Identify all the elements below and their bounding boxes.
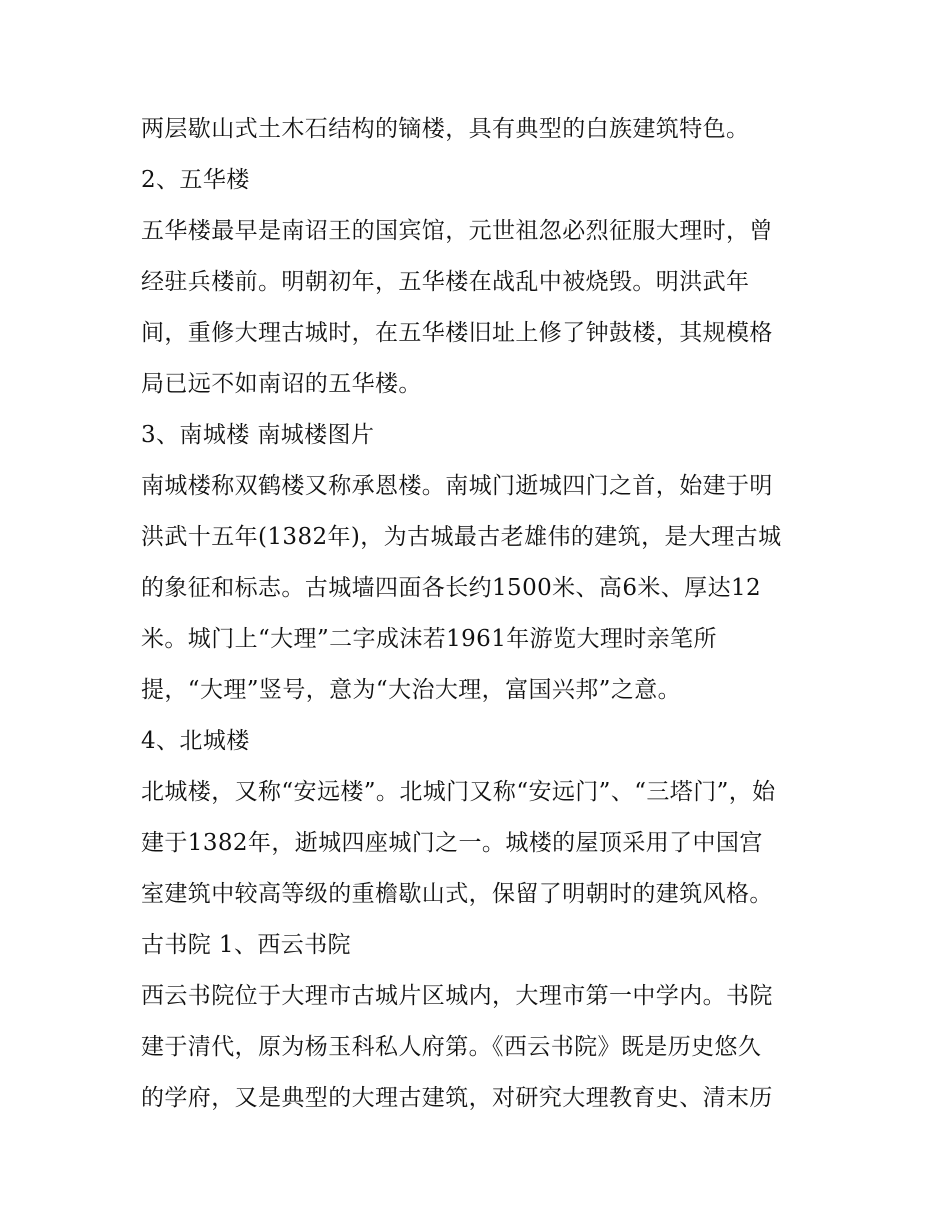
text-line: 的象征和标志。古城墙四面各长约1500米、高6米、厚达12 [141, 575, 762, 601]
text-line: 洪武十五年(1382年)，为古城最古老雄伟的建筑，是大理古城 [141, 524, 782, 550]
text-line: 经驻兵楼前。明朝初年，五华楼在战乱中被烧毁。明洪武年 [141, 269, 750, 295]
text-line: 建于清代，原为杨玉科私人府第。《西云书院》既是历史悠久 [141, 1034, 762, 1060]
text-line: 室建筑中较高等级的重檐歇山式，保留了明朝时的建筑风格。 [141, 881, 773, 907]
text-line: 两层歇山式土木石结构的镝楼，具有典型的白族建筑特色。 [141, 116, 750, 142]
text-line: 米。城门上“大理”二字成沫若1961年游览大理时亲笔所 [141, 626, 717, 652]
text-line: 的学府，又是典型的大理古建筑，对研究大理教育史、清末历 [141, 1085, 773, 1111]
section-heading: 古书院 1、西云书院 [141, 932, 351, 958]
text-line: 五华楼最早是南诏王的国宾馆，元世祖忽必烈征服大理时，曾 [141, 218, 773, 244]
section-heading: 2、五华楼 [141, 167, 250, 193]
section-heading: 3、南城楼 南城楼图片 [141, 422, 375, 448]
text-line: 南城楼称双鹤楼又称承恩楼。南城门逝城四门之首，始建于明 [141, 473, 773, 499]
text-line: 局已远不如南诏的五华楼。 [141, 371, 422, 397]
text-line: 间，重修大理古城时，在五华楼旧址上修了钟鼓楼，其规模格 [141, 320, 773, 346]
section-heading: 4、北城楼 [141, 728, 250, 754]
text-line: 北城楼，又称“安远楼”。北城门又称“安远门”、“三塔门”，始 [141, 779, 776, 805]
text-line: 提，“大理”竖号，意为“大治大理，富国兴邦”之意。 [141, 677, 682, 703]
text-line: 西云书院位于大理市古城片区城内，大理市第一中学内。书院 [141, 983, 773, 1009]
text-line: 建于1382年，逝城四座城门之一。城楼的屋顶采用了中国宫 [141, 830, 763, 856]
